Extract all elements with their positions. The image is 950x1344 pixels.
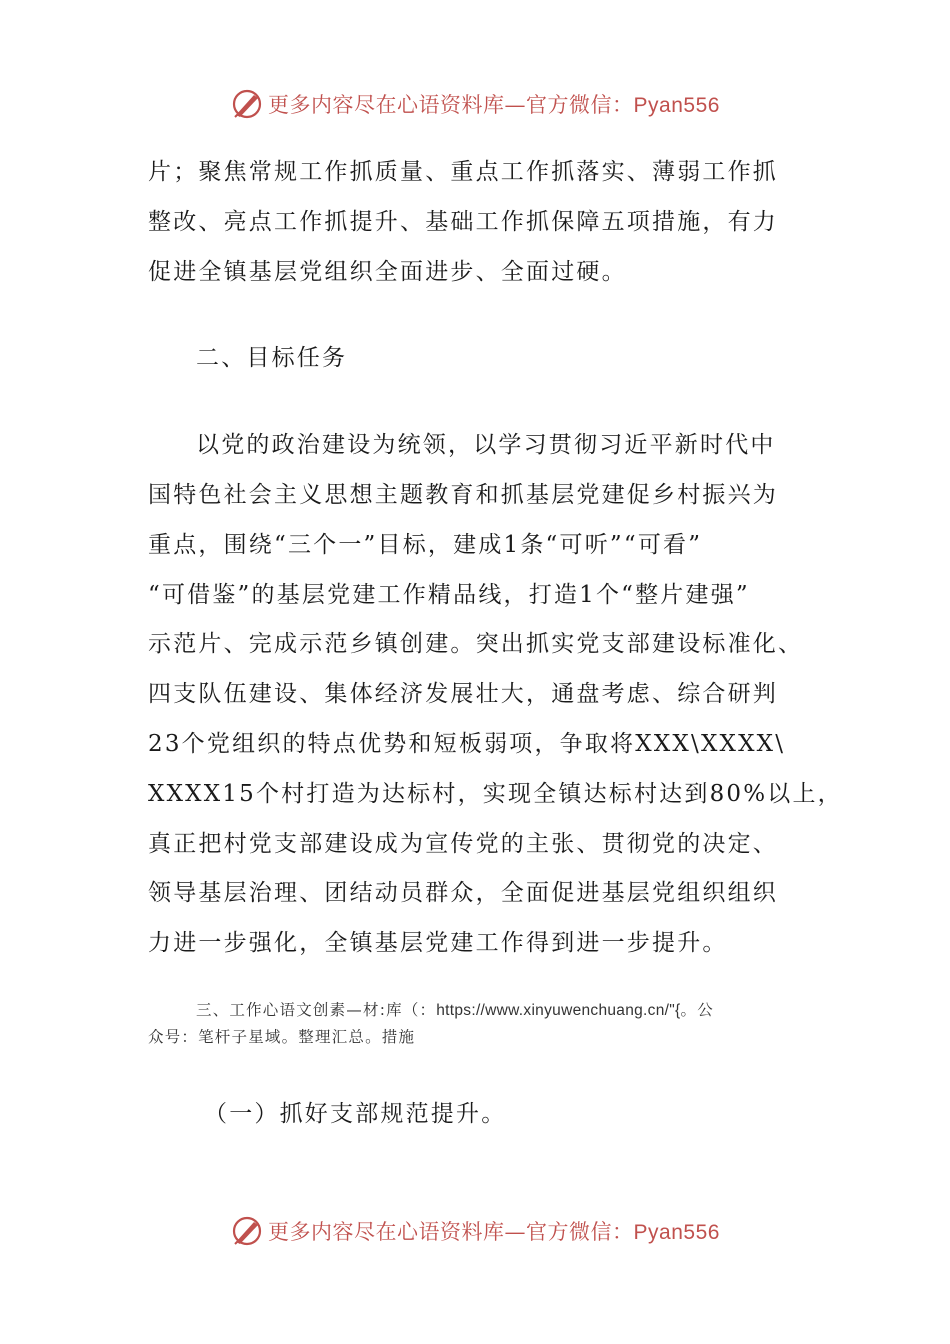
para1-line: 整改、亮点工作抓提升、基础工作抓保障五项措施，有力 — [148, 208, 778, 235]
para2-line: 以党的政治建设为统领，以学习贯彻习近平新时代中 — [196, 432, 776, 459]
para2-line: 重点，围绕“三个一”目标，建成1条“可听”“可看” — [148, 531, 703, 558]
pen-logo-icon — [230, 1214, 264, 1248]
footer-banner — [0, 1211, 950, 1251]
note-line2: 众号：笔杆子星域。整理汇总。措施 — [148, 1027, 416, 1046]
para2-line: 领导基层治理、团结动员群众，全面促进基层党组织组织 — [148, 880, 778, 907]
para1-line: 片；聚焦常规工作抓质量、重点工作抓落实、薄弱工作抓 — [148, 159, 778, 185]
para2-line: 示范片、完成示范乡镇创建。突出抓实党支部建设标准化、 — [148, 631, 804, 658]
watermark-note — [148, 997, 813, 1050]
document-body — [148, 148, 843, 1140]
header-banner — [0, 84, 950, 124]
para2-line: “可借鉴”的基层党建工作精品线，打造1个“整片建强” — [148, 581, 750, 608]
para2-line: 国特色社会主义思想主题教育和抓基层党建促乡村振兴为 — [148, 481, 778, 508]
pen-logo-icon — [230, 87, 264, 121]
section-heading: 二、目标任务 — [196, 345, 348, 372]
note-prefix: 三、工作心语文创素—材:库（： — [196, 1000, 437, 1019]
para2-line: XXXX15个村打造为达标村，实现全镇达标村达到80%以上， — [148, 780, 843, 807]
para1-line: 促进全镇基层党组织全面进步、全面过硬。 — [148, 258, 627, 285]
para2-line: 真正把村党支部建设成为宣传党的主张、贯彻党的决定、 — [148, 830, 778, 857]
banner-text: 更多内容尽在心语资料库—官方微信：Pyan556 — [268, 1220, 720, 1244]
banner-text: 更多内容尽在心语资料库—官方微信：Pyan556 — [268, 93, 720, 117]
wechat-id: Pyan556 — [633, 1221, 720, 1244]
subheading: （一）抓好支部规范提升。 — [204, 1100, 507, 1127]
para2-line: 23个党组织的特点优势和短板弱项，争取将XXX\XXXX\ — [148, 730, 786, 757]
paragraph-goals — [148, 421, 843, 969]
note-suffix: 。公 — [680, 1000, 714, 1019]
para2-line: 力进一步强化，全镇基层党建工作得到进一步提升。 — [148, 930, 728, 957]
wechat-id: Pyan556 — [633, 94, 720, 117]
note-url: https://www.xinyuwenchuang.cn/"{ — [436, 1001, 681, 1019]
para2-line: 四支队伍建设、集体经济发展壮大，通盘考虑、综合研判 — [148, 681, 778, 708]
